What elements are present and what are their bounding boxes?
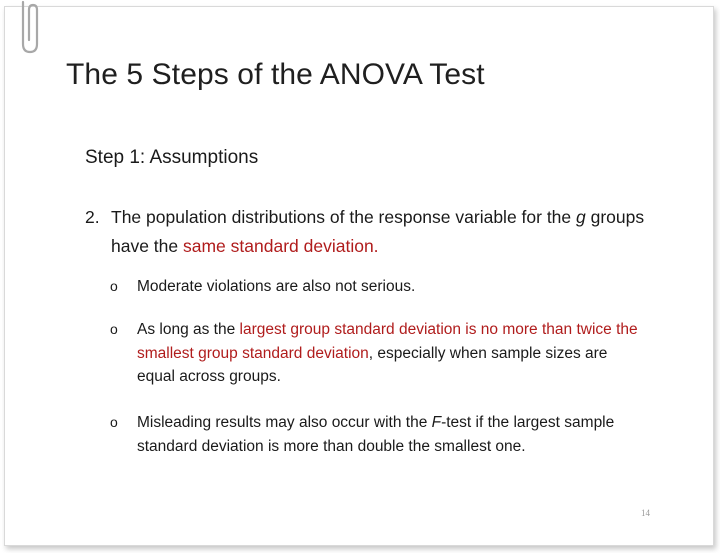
page-number: 14 xyxy=(641,508,650,518)
bullet-marker: o xyxy=(110,414,118,430)
point-text-part: groups have the xyxy=(111,207,645,256)
variable-f: F xyxy=(431,414,442,431)
highlight-text: same standard deviation. xyxy=(183,236,379,256)
slide-title: The 5 Steps of the ANOVA Test xyxy=(66,58,485,91)
variable-g: g xyxy=(576,207,586,227)
point-text-part: The population distributions of the response variable for the xyxy=(111,207,577,227)
paperclip-icon xyxy=(14,0,40,58)
bullet-text xyxy=(137,318,640,389)
bullet-item xyxy=(110,411,640,458)
bullet-text-part: , especially when sample sizes are equal across groups. xyxy=(137,344,608,385)
bullet-item xyxy=(110,275,640,299)
step-heading: Step 1: Assumptions xyxy=(85,147,259,168)
point-text xyxy=(111,203,645,261)
point-number: 2. xyxy=(85,207,100,227)
bullet-text xyxy=(137,411,640,458)
bullet-text-part: As long as the xyxy=(137,321,240,338)
bullet-marker: o xyxy=(110,278,118,294)
bullet-marker: o xyxy=(110,321,118,337)
assumption-point xyxy=(85,203,645,261)
bullet-text-part: Misleading results may also occur with the xyxy=(137,414,432,431)
bullet-text: Moderate violations are also not serious. xyxy=(137,278,416,295)
highlight-text: largest group standard deviation is no more than twice the smallest group standard deviation xyxy=(137,321,638,362)
bullet-item xyxy=(110,318,640,389)
bullet-text-part: -test if the largest sample standard deviation is more than double the smallest one. xyxy=(137,414,615,455)
